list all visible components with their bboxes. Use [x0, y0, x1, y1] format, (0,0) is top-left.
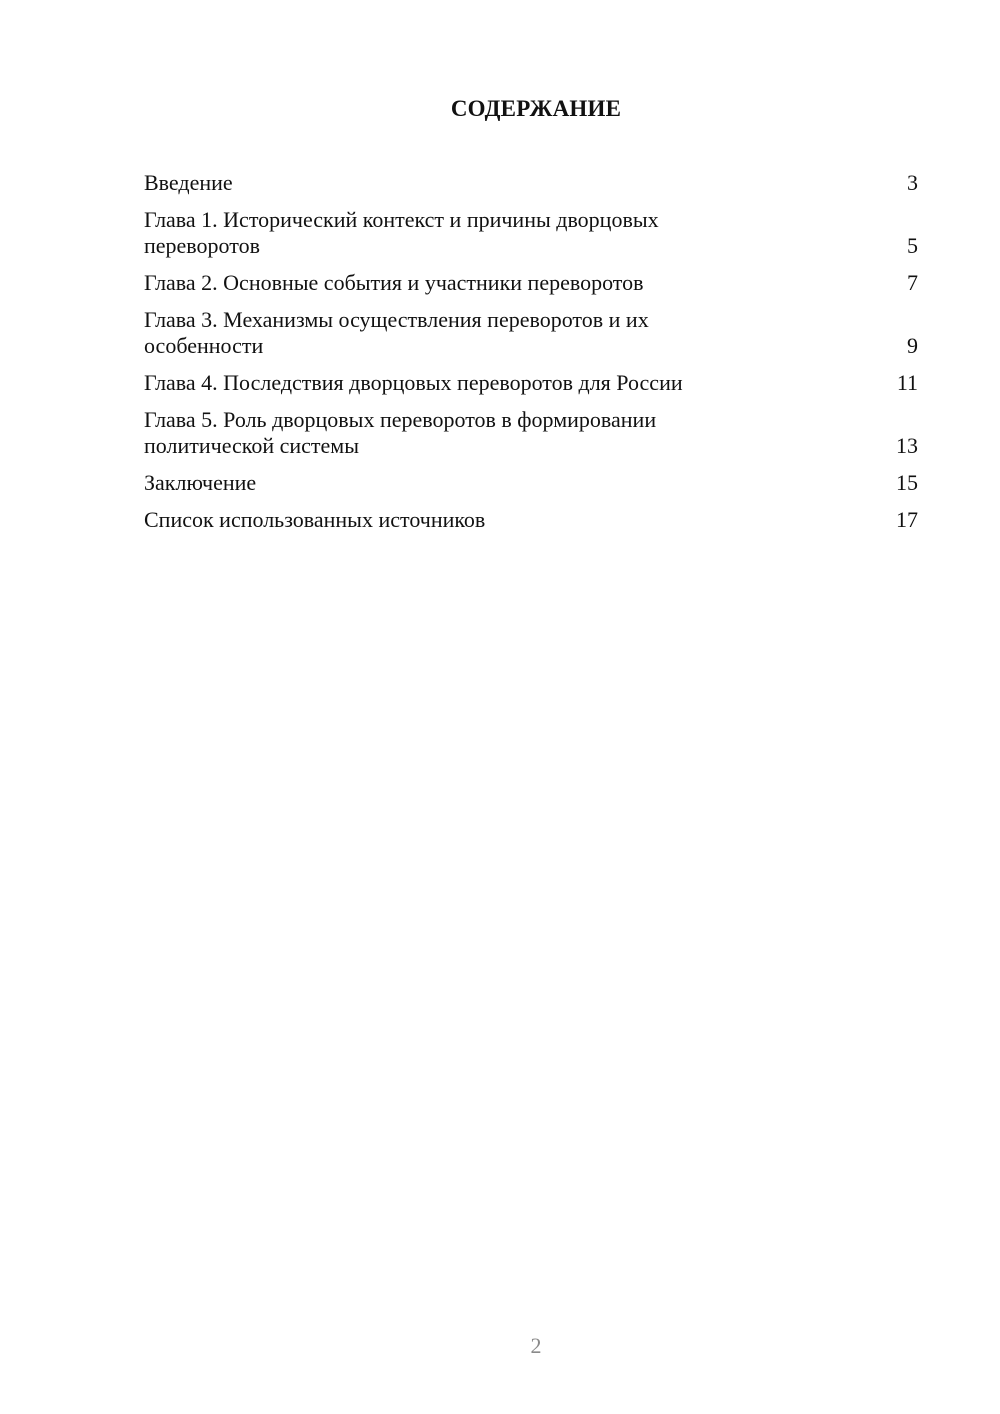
toc-entry-line: Глава 4. Последствия дворцовых переворотов для России	[144, 370, 683, 395]
toc-page-number: 13	[896, 433, 918, 458]
toc-entry-text	[144, 507, 754, 533]
toc-entry-line: Список использованных источников	[144, 507, 486, 532]
page-title: СОДЕРЖАНИЕ	[450, 96, 622, 121]
toc-page-number: 11	[896, 370, 918, 395]
toc-entry-text	[144, 270, 754, 296]
toc-entry-line: Введение	[144, 170, 233, 195]
toc-entry-line: Глава 3. Механизмы осуществления переворотов и их	[144, 307, 649, 332]
toc-entry-chapter-1	[144, 207, 918, 259]
table-of-contents	[144, 170, 918, 544]
toc-page-number: 3	[907, 170, 918, 195]
toc-page-number: 7	[907, 270, 918, 295]
toc-entry-text	[144, 170, 754, 196]
toc-entry-chapter-5	[144, 407, 918, 459]
toc-entry-text	[144, 307, 754, 359]
toc-entry-introduction	[144, 170, 918, 196]
toc-entry-conclusion	[144, 470, 918, 496]
toc-entry-line: особенности	[144, 333, 264, 358]
toc-page-number: 5	[907, 233, 918, 258]
toc-page-number: 15	[896, 470, 918, 495]
toc-entry-line: Заключение	[144, 470, 257, 495]
toc-entry-references	[144, 507, 918, 533]
toc-entry-text	[144, 370, 754, 396]
toc-entry-line: политической системы	[144, 433, 359, 458]
toc-entry-line: Глава 1. Исторический контекст и причины дворцовых	[144, 207, 659, 232]
toc-page-number: 9	[907, 333, 918, 358]
toc-entry-line: переворотов	[144, 233, 260, 258]
toc-entry-text	[144, 207, 754, 259]
toc-entry-line: Глава 2. Основные события и участники переворотов	[144, 270, 644, 295]
toc-page-number: 17	[896, 507, 918, 532]
toc-entry-chapter-3	[144, 307, 918, 359]
toc-entry-chapter-4	[144, 370, 918, 396]
toc-entry-chapter-2	[144, 270, 918, 296]
toc-entry-text	[144, 470, 754, 496]
toc-entry-line: Глава 5. Роль дворцовых переворотов в формировании	[144, 407, 657, 432]
page-number: 2	[530, 1333, 542, 1358]
toc-entry-text	[144, 407, 754, 459]
